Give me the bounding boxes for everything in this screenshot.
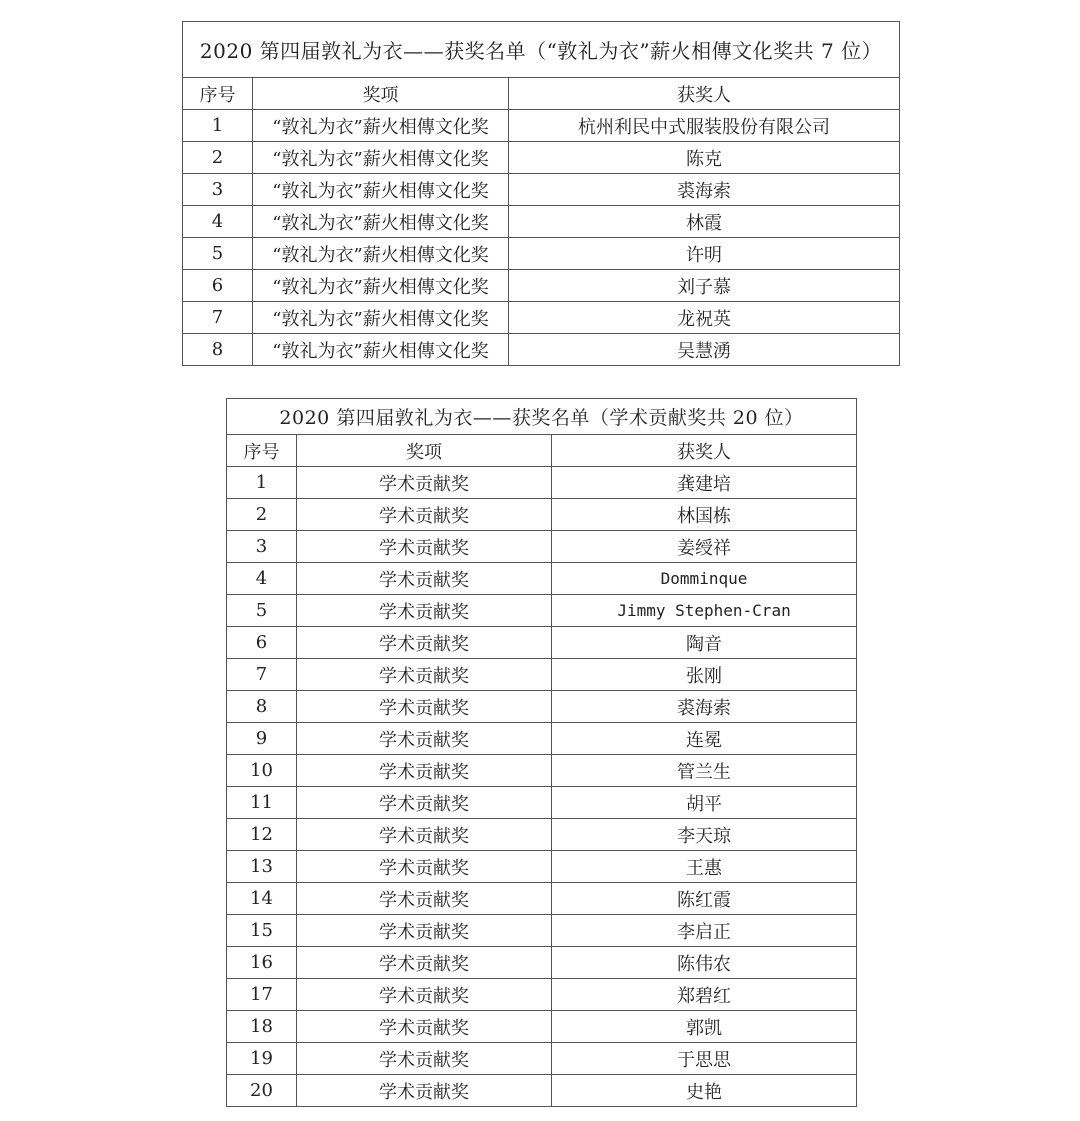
winner-name: 陶音 bbox=[552, 627, 857, 659]
table-row bbox=[227, 755, 857, 787]
table-row bbox=[227, 851, 857, 883]
row-number: 5 bbox=[227, 595, 297, 627]
award-name: “敦礼为衣”薪火相傳文化奖 bbox=[253, 206, 509, 238]
award-name: “敦礼为衣”薪火相傳文化奖 bbox=[253, 270, 509, 302]
row-number: 2 bbox=[183, 142, 253, 174]
award-name: 学术贡献奖 bbox=[297, 467, 552, 499]
row-number: 3 bbox=[227, 531, 297, 563]
table-title-row bbox=[227, 399, 857, 435]
table-body bbox=[183, 110, 900, 366]
table-row bbox=[227, 947, 857, 979]
award-name: 学术贡献奖 bbox=[297, 915, 552, 947]
award-name: 学术贡献奖 bbox=[297, 883, 552, 915]
winner-name: 陈克 bbox=[509, 142, 900, 174]
row-number: 4 bbox=[227, 563, 297, 595]
winner-name: 李启正 bbox=[552, 915, 857, 947]
award-name: 学术贡献奖 bbox=[297, 499, 552, 531]
table-row bbox=[227, 883, 857, 915]
winner-name: 陈红霞 bbox=[552, 883, 857, 915]
award-name: 学术贡献奖 bbox=[297, 787, 552, 819]
award-name: “敦礼为衣”薪火相傳文化奖 bbox=[253, 238, 509, 270]
winner-name: 姜绶祥 bbox=[552, 531, 857, 563]
winner-name: Domminque bbox=[552, 563, 857, 595]
table-row bbox=[227, 979, 857, 1011]
row-number: 12 bbox=[227, 819, 297, 851]
row-number: 16 bbox=[227, 947, 297, 979]
award-name: 学术贡献奖 bbox=[297, 1043, 552, 1075]
award-name: 学术贡献奖 bbox=[297, 979, 552, 1011]
winner-name: 史艳 bbox=[552, 1075, 857, 1107]
winner-name: 王惠 bbox=[552, 851, 857, 883]
row-number: 13 bbox=[227, 851, 297, 883]
table-row bbox=[227, 1075, 857, 1107]
award-name: “敦礼为衣”薪火相傳文化奖 bbox=[253, 174, 509, 206]
row-number: 2 bbox=[227, 499, 297, 531]
winner-name: 龚建培 bbox=[552, 467, 857, 499]
row-number: 4 bbox=[183, 206, 253, 238]
winner-name: 许明 bbox=[509, 238, 900, 270]
award-name: 学术贡献奖 bbox=[297, 723, 552, 755]
row-number: 3 bbox=[183, 174, 253, 206]
table-row bbox=[183, 238, 900, 270]
table-row bbox=[183, 110, 900, 142]
row-number: 1 bbox=[227, 467, 297, 499]
table-row bbox=[227, 659, 857, 691]
award-name: “敦礼为衣”薪火相傳文化奖 bbox=[253, 334, 509, 366]
header-winner: 获奖人 bbox=[552, 435, 857, 467]
winner-name: 胡平 bbox=[552, 787, 857, 819]
table-row bbox=[227, 915, 857, 947]
winner-name: 吴慧湧 bbox=[509, 334, 900, 366]
award-name: 学术贡献奖 bbox=[297, 595, 552, 627]
award-name: 学术贡献奖 bbox=[297, 563, 552, 595]
award-name: 学术贡献奖 bbox=[297, 659, 552, 691]
winner-name: 陈伟农 bbox=[552, 947, 857, 979]
table-row bbox=[227, 787, 857, 819]
winner-name: 裘海索 bbox=[552, 691, 857, 723]
header-award: 奖项 bbox=[253, 78, 509, 110]
award-name: 学术贡献奖 bbox=[297, 691, 552, 723]
header-winner: 获奖人 bbox=[509, 78, 900, 110]
table-row bbox=[227, 531, 857, 563]
winner-name: 管兰生 bbox=[552, 755, 857, 787]
award-name: 学术贡献奖 bbox=[297, 1011, 552, 1043]
row-number: 7 bbox=[183, 302, 253, 334]
winner-name: 于思思 bbox=[552, 1043, 857, 1075]
winner-name: Jimmy Stephen-Cran bbox=[552, 595, 857, 627]
table-title: 2020 第四届敦礼为衣——获奖名单（学术贡献奖共 20 位） bbox=[227, 399, 857, 435]
winner-name: 林霞 bbox=[509, 206, 900, 238]
table-row bbox=[183, 302, 900, 334]
winner-name: 郭凯 bbox=[552, 1011, 857, 1043]
row-number: 15 bbox=[227, 915, 297, 947]
row-number: 14 bbox=[227, 883, 297, 915]
table-row bbox=[227, 819, 857, 851]
table-header-row bbox=[183, 78, 900, 110]
row-number: 8 bbox=[227, 691, 297, 723]
table-row bbox=[183, 206, 900, 238]
table-row bbox=[227, 691, 857, 723]
row-number: 1 bbox=[183, 110, 253, 142]
award-name: 学术贡献奖 bbox=[297, 947, 552, 979]
winner-name: 杭州利民中式服装股份有限公司 bbox=[509, 110, 900, 142]
award-name: “敦礼为衣”薪火相傳文化奖 bbox=[253, 142, 509, 174]
award-name: “敦礼为衣”薪火相傳文化奖 bbox=[253, 302, 509, 334]
row-number: 18 bbox=[227, 1011, 297, 1043]
winner-name: 李天琼 bbox=[552, 819, 857, 851]
table-row bbox=[227, 627, 857, 659]
row-number: 8 bbox=[183, 334, 253, 366]
winner-name: 郑碧红 bbox=[552, 979, 857, 1011]
table-row bbox=[227, 1043, 857, 1075]
award-name: 学术贡献奖 bbox=[297, 1075, 552, 1107]
table-row bbox=[183, 142, 900, 174]
winner-name: 连冕 bbox=[552, 723, 857, 755]
row-number: 19 bbox=[227, 1043, 297, 1075]
winner-name: 龙祝英 bbox=[509, 302, 900, 334]
table-row bbox=[227, 467, 857, 499]
header-no: 序号 bbox=[183, 78, 253, 110]
row-number: 10 bbox=[227, 755, 297, 787]
row-number: 7 bbox=[227, 659, 297, 691]
award-name: 学术贡献奖 bbox=[297, 627, 552, 659]
table-row bbox=[227, 595, 857, 627]
row-number: 20 bbox=[227, 1075, 297, 1107]
award-name: 学术贡献奖 bbox=[297, 819, 552, 851]
award-name: “敦礼为衣”薪火相傳文化奖 bbox=[253, 110, 509, 142]
row-number: 6 bbox=[183, 270, 253, 302]
row-number: 5 bbox=[183, 238, 253, 270]
table-body bbox=[227, 467, 857, 1107]
row-number: 17 bbox=[227, 979, 297, 1011]
table-row bbox=[227, 723, 857, 755]
row-number: 6 bbox=[227, 627, 297, 659]
award-name: 学术贡献奖 bbox=[297, 755, 552, 787]
award-name: 学术贡献奖 bbox=[297, 531, 552, 563]
header-no: 序号 bbox=[227, 435, 297, 467]
header-award: 奖项 bbox=[297, 435, 552, 467]
row-number: 9 bbox=[227, 723, 297, 755]
winner-name: 林国栋 bbox=[552, 499, 857, 531]
table-row bbox=[227, 1011, 857, 1043]
table-row bbox=[183, 270, 900, 302]
table-row bbox=[227, 499, 857, 531]
table-row bbox=[183, 174, 900, 206]
award-name: 学术贡献奖 bbox=[297, 851, 552, 883]
winner-name: 裘海索 bbox=[509, 174, 900, 206]
winner-name: 刘子慕 bbox=[509, 270, 900, 302]
heritage-award-table bbox=[182, 21, 900, 366]
table-row bbox=[183, 334, 900, 366]
table-header-row bbox=[227, 435, 857, 467]
table-row bbox=[227, 563, 857, 595]
row-number: 11 bbox=[227, 787, 297, 819]
winner-name: 张刚 bbox=[552, 659, 857, 691]
table-title-row bbox=[183, 22, 900, 78]
academic-award-table bbox=[226, 398, 857, 1107]
table-title: 2020 第四届敦礼为衣——获奖名单（“敦礼为衣”薪火相傳文化奖共 7 位） bbox=[183, 22, 900, 78]
